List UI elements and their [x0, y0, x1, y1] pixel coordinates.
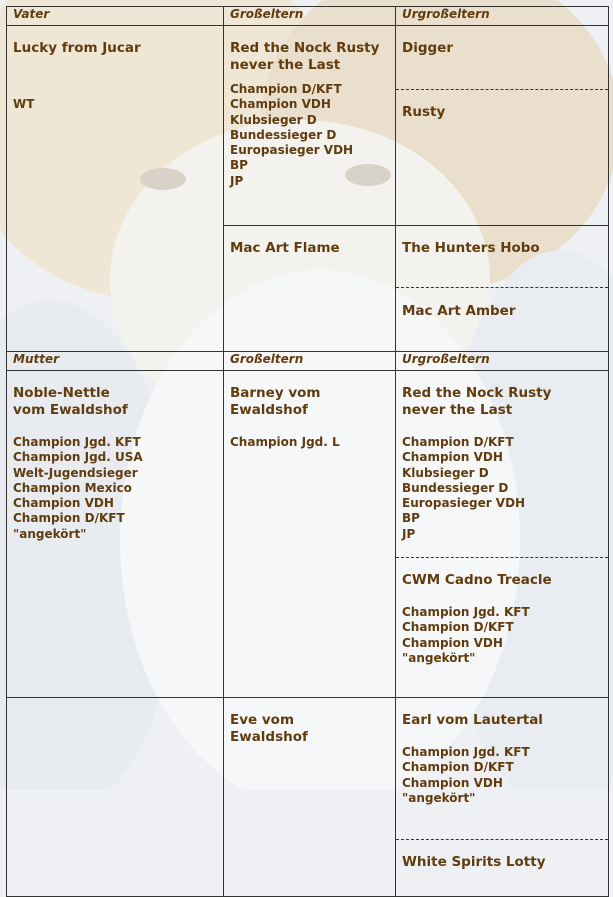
title-item: "angekört": [402, 650, 476, 665]
title-item: Klubsieger D: [402, 465, 489, 480]
mother-dam-parents-cell: [396, 698, 609, 897]
father-dam-cell: [224, 226, 396, 352]
title-item: Champion D/KFT: [13, 511, 125, 526]
title-item: BP: [402, 511, 420, 526]
mother-dam-cell: [224, 698, 396, 897]
mother-sire-titles: [230, 435, 389, 450]
title-item: Champion D/KFT: [402, 760, 514, 775]
title-item: Welt-Jugendsieger: [13, 465, 138, 480]
father-sire-name-line: never the Last: [230, 57, 341, 73]
mother-name-line: vom Ewaldshof: [13, 402, 128, 418]
mother-dam-name-line: Eve vom: [230, 712, 295, 728]
header-row-mother: [7, 352, 609, 371]
header-father: Vater: [7, 7, 224, 26]
mother-dam-sire-titles: [402, 745, 602, 806]
mother-sire-parents-cell: [396, 371, 609, 698]
title-item: Champion VDH: [230, 97, 331, 112]
mother-sire-sire-titles: [402, 435, 602, 542]
mother-sire-dam-titles: [402, 605, 602, 666]
header-grandparents: Großeltern: [224, 7, 396, 26]
title-item: BP: [230, 158, 248, 173]
father-cell: [7, 26, 224, 352]
header-grandparents: Großeltern: [224, 352, 396, 371]
father-sire-parents-cell: [396, 26, 609, 226]
father-sire-sire-name: Digger: [402, 40, 453, 56]
title-item: Champion VDH: [402, 450, 503, 465]
father-sire-dam-name: Rusty: [402, 104, 446, 120]
pedigree-table: [6, 6, 609, 897]
title-item: JP: [230, 173, 244, 188]
father-name: Lucky from Jucar: [13, 40, 141, 56]
mother-sire-sire-name-line: Red the Nock Rusty: [402, 385, 552, 401]
title-item: Champion Mexico: [13, 480, 132, 495]
father-sire-name-line: Red the Nock Rusty: [230, 40, 380, 56]
mother-dam-name-line: Ewaldshof: [230, 729, 308, 745]
title-item: Champion Jgd. KFT: [402, 745, 530, 759]
mother-dam-dam-name: White Spirits Lotty: [402, 854, 546, 870]
title-item: Champion D/KFT: [402, 435, 514, 449]
father-dam-sire-name: The Hunters Hobo: [402, 240, 540, 256]
title-item: Champion VDH: [13, 496, 114, 511]
title-item: Europasieger VDH: [402, 496, 526, 511]
title-item: Klubsieger D: [230, 112, 317, 127]
title-item: Champion VDH: [402, 775, 503, 790]
mother-cell: [7, 371, 224, 698]
mother-sire-sire-name-line: never the Last: [402, 402, 513, 418]
title-item: Bundessieger D: [402, 480, 509, 495]
title-item: Champion Jgd. USA: [13, 450, 143, 465]
title-item: Bundessieger D: [230, 127, 337, 142]
father-note: WT: [13, 97, 35, 111]
header-greatgrandparents: Urgroßeltern: [396, 7, 609, 26]
title-item: Champion D/KFT: [230, 82, 342, 96]
mother-name-line: Noble-Nettle: [13, 385, 110, 401]
title-item: "angekört": [402, 790, 476, 805]
father-sire-titles: [230, 82, 389, 189]
title-item: Champion VDH: [402, 635, 503, 650]
header-greatgrandparents: Urgroßeltern: [396, 352, 609, 371]
mother-sire-dam-name: CWM Cadno Treacle: [402, 572, 552, 588]
mother-sire-cell: [224, 371, 396, 698]
title-item: Europasieger VDH: [230, 143, 354, 158]
father-dam-dam-name: Mac Art Amber: [402, 303, 516, 319]
title-item: JP: [402, 526, 416, 541]
father-dam-name: Mac Art Flame: [230, 240, 340, 256]
mother-sire-name-line: Ewaldshof: [230, 402, 308, 418]
mother-empty-cell: [7, 698, 224, 897]
header-row-father: [7, 7, 609, 26]
title-item: Champion Jgd. KFT: [402, 605, 530, 619]
title-item: Champion Jgd. L: [230, 435, 340, 449]
title-item: Champion Jgd. KFT: [13, 435, 141, 449]
mother-sire-name-line: Barney vom: [230, 385, 321, 401]
mother-dam-sire-name: Earl vom Lautertal: [402, 712, 543, 728]
father-dam-parents-cell: [396, 226, 609, 352]
father-sire-cell: [224, 26, 396, 226]
header-mother: Mutter: [7, 352, 224, 371]
title-item: Champion D/KFT: [402, 620, 514, 635]
title-item: "angekört": [13, 526, 87, 541]
mother-titles: [13, 435, 217, 542]
